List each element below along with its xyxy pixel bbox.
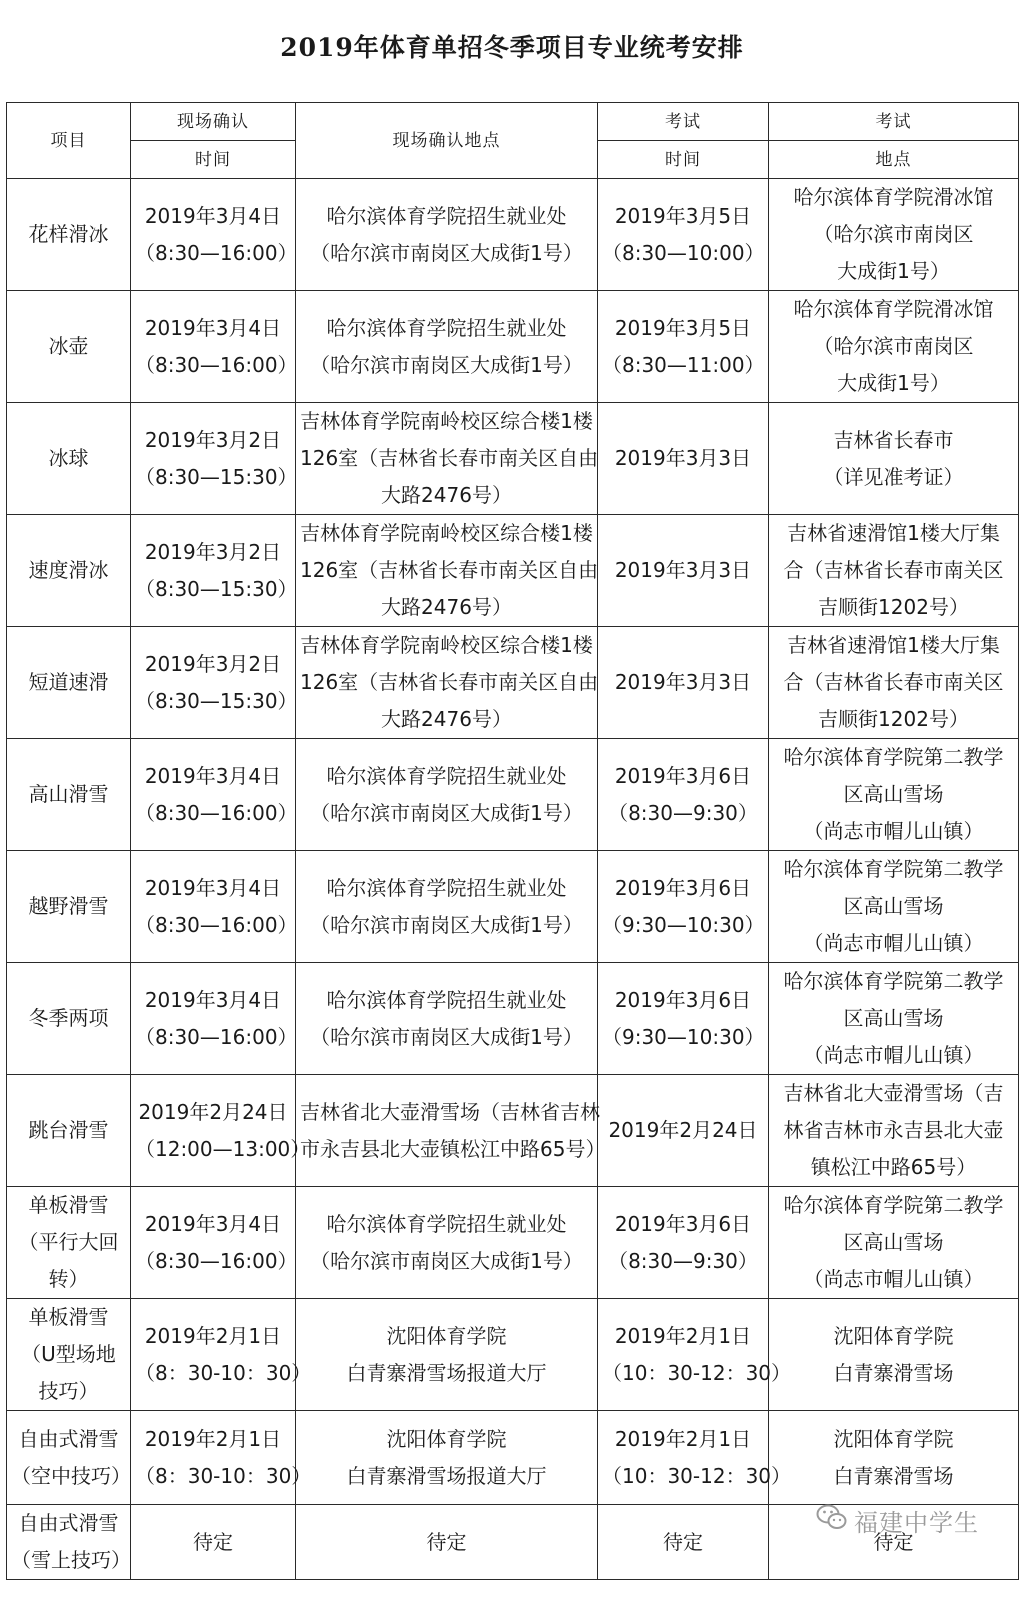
cell-line: 吉林体育学院南岭校区综合楼1楼 — [300, 633, 593, 657]
cell-line: 吉顺街1202号） — [818, 595, 969, 619]
cell-confirm-location — [296, 515, 598, 627]
cell-line: 大路2476号） — [381, 707, 512, 731]
cell-line: （尚志市帽儿山镇） — [803, 1043, 984, 1067]
cell-line: 吉林省速滑馆1楼大厅集 — [787, 521, 1000, 545]
cell-line: （9:30—10:30） — [602, 912, 765, 937]
cell-line: 沈阳体育学院 — [386, 1323, 507, 1348]
cell-line: 沈阳体育学院 — [386, 1426, 507, 1451]
cell-line: （尚志市帽儿山镇） — [803, 931, 984, 955]
cell-line: 区高山雪场 — [843, 782, 944, 806]
cell-line: 哈尔滨体育学院招生就业处 — [326, 203, 567, 228]
cell-exam-time — [598, 1075, 769, 1187]
cell-exam-location — [769, 179, 1019, 291]
cell-line: 2019年2月1日 — [144, 1426, 282, 1451]
cell-line: 大成街1号） — [837, 371, 950, 395]
cell-confirm-location — [296, 739, 598, 851]
cell-line: （哈尔滨市南岗区大成街1号） — [310, 1024, 583, 1049]
cell-confirm-time — [131, 739, 296, 851]
cell-line: 2019年2月24日 — [138, 1099, 288, 1124]
table-row — [7, 403, 1019, 515]
cell-confirm-location — [296, 851, 598, 963]
cell-exam-location — [769, 963, 1019, 1075]
header-exam-time: 时间 — [598, 141, 769, 179]
cell-line: 短道速滑 — [28, 670, 109, 694]
table-row — [7, 291, 1019, 403]
cell-line: 白青寨滑雪场报道大厅 — [346, 1360, 547, 1385]
cell-confirm-time — [131, 851, 296, 963]
cell-line: （尚志市帽儿山镇） — [803, 1267, 984, 1291]
cell-confirm-location — [296, 1299, 598, 1411]
cell-line: 冰壶 — [48, 334, 89, 358]
cell-line: 白青寨滑雪场报道大厅 — [346, 1463, 547, 1488]
cell-line: 2019年2月1日 — [614, 1323, 752, 1348]
cell-line: 待定 — [426, 1529, 467, 1554]
cell-exam-location — [769, 291, 1019, 403]
cell-exam-time — [598, 1299, 792, 1411]
table-row — [7, 515, 1019, 627]
cell-line: 区高山雪场 — [843, 1230, 944, 1254]
cell-line: 吉林体育学院南岭校区综合楼1楼 — [300, 409, 593, 433]
cell-confirm-time — [131, 515, 296, 627]
header-confirm-top: 现场确认 — [131, 103, 296, 141]
cell-line: 白青寨滑雪场 — [833, 1463, 954, 1488]
cell-line: 单板滑雪 — [28, 1305, 109, 1329]
cell-confirm-time — [131, 963, 296, 1075]
cell-line: （哈尔滨市南岗区大成街1号） — [310, 240, 583, 265]
cell-exam-time — [598, 1505, 769, 1580]
cell-line: 2019年2月1日 — [614, 1426, 752, 1451]
cell-exam-location — [769, 851, 1019, 963]
cell-line: 合（吉林省长春市南关区 — [783, 670, 1004, 694]
cell-line: 126室（吉林省长春市南关区自由 — [300, 446, 599, 470]
cell-item — [7, 1187, 131, 1299]
cell-line: 高山滑雪 — [28, 782, 109, 806]
cell-line: 单板滑雪 — [28, 1193, 109, 1217]
cell-line: （雪上技巧） — [11, 1548, 131, 1572]
cell-line: 2019年3月5日 — [614, 203, 752, 228]
cell-line: （8:30—15:30） — [135, 576, 298, 601]
cell-line: 自由式滑雪 — [18, 1511, 119, 1535]
cell-exam-time — [598, 403, 769, 515]
cell-line: 吉林省北大壶滑雪场（吉 — [783, 1081, 1004, 1105]
cell-item — [7, 291, 131, 403]
cell-line: 哈尔滨体育学院第二教学 — [783, 745, 1004, 769]
cell-line: 区高山雪场 — [843, 894, 944, 918]
cell-line: （哈尔滨市南岗区大成街1号） — [310, 1248, 583, 1273]
cell-exam-time — [598, 291, 769, 403]
cell-line: 吉林省北大壶滑雪场（吉林省吉林 — [300, 1099, 600, 1124]
cell-line: 冰球 — [48, 446, 89, 470]
cell-line: （8:30—16:00） — [135, 1248, 298, 1273]
cell-line: 吉顺街1202号） — [818, 707, 969, 731]
cell-line: 哈尔滨体育学院第二教学 — [783, 857, 1004, 881]
cell-line: （哈尔滨市南岗区大成街1号） — [310, 352, 583, 377]
cell-line: （哈尔滨市南岗区 — [813, 334, 974, 358]
cell-exam-time — [598, 851, 769, 963]
cell-item — [7, 1411, 131, 1505]
cell-line: 2019年3月4日 — [144, 875, 282, 900]
cell-confirm-time — [131, 1505, 296, 1580]
cell-exam-location — [769, 1411, 1019, 1505]
cell-line: （8:30—9:30） — [608, 800, 758, 825]
cell-line: 2019年3月6日 — [614, 1211, 752, 1236]
cell-line: （8:30—16:00） — [135, 352, 298, 377]
cell-line: 速度滑冰 — [28, 558, 109, 582]
cell-line: 哈尔滨体育学院滑冰馆 — [793, 297, 994, 321]
table-row — [7, 627, 1019, 739]
cell-exam-location — [769, 515, 1019, 627]
cell-line: 2019年2月24日 — [608, 1118, 758, 1142]
cell-line: （哈尔滨市南岗区大成街1号） — [310, 800, 583, 825]
watermark-text: 福建中学生 — [854, 1508, 979, 1537]
cell-exam-location — [769, 403, 1019, 515]
cell-line: （9:30—10:30） — [602, 1024, 765, 1049]
header-confirm-time: 时间 — [131, 141, 296, 179]
cell-confirm-time — [131, 1075, 311, 1187]
cell-line: 2019年3月6日 — [614, 763, 752, 788]
cell-line: （8:30—16:00） — [135, 240, 298, 265]
cell-line: 哈尔滨体育学院招生就业处 — [326, 875, 567, 900]
cell-confirm-location — [296, 1411, 598, 1505]
cell-confirm-location — [296, 291, 598, 403]
cell-line: 哈尔滨体育学院招生就业处 — [326, 1211, 567, 1236]
cell-exam-time — [598, 627, 769, 739]
cell-item — [7, 963, 131, 1075]
cell-confirm-location — [296, 1075, 606, 1187]
cell-line: （哈尔滨市南岗区大成街1号） — [310, 912, 583, 937]
cell-line: （8:30—15:30） — [135, 464, 298, 489]
cell-confirm-location — [296, 1187, 598, 1299]
cell-confirm-location — [296, 1505, 598, 1580]
cell-line: 白青寨滑雪场 — [833, 1360, 954, 1385]
header-item: 项目 — [7, 103, 131, 179]
cell-line: （尚志市帽儿山镇） — [803, 819, 984, 843]
cell-confirm-time — [131, 627, 296, 739]
cell-exam-location — [769, 1299, 1019, 1411]
page-title: 2019年体育单招冬季项目专业统考安排 — [280, 33, 744, 62]
cell-line: （8:30—11:00） — [602, 352, 765, 377]
cell-line: 2019年3月6日 — [614, 987, 752, 1012]
cell-line: 技巧） — [38, 1379, 99, 1403]
cell-item — [7, 515, 131, 627]
cell-line: 2019年2月1日 — [144, 1323, 282, 1348]
table-row — [7, 179, 1019, 291]
cell-line: （8:30—16:00） — [135, 912, 298, 937]
cell-line: 哈尔滨体育学院第二教学 — [783, 1193, 1004, 1217]
cell-line: 吉林省速滑馆1楼大厅集 — [787, 633, 1000, 657]
cell-line: 126室（吉林省长春市南关区自由 — [300, 558, 599, 582]
cell-line: 大成街1号） — [837, 259, 950, 283]
table-row — [7, 739, 1019, 851]
cell-confirm-time — [131, 1299, 312, 1411]
cell-line: （U型场地 — [21, 1342, 116, 1366]
cell-line: 待定 — [663, 1529, 703, 1554]
cell-confirm-location — [296, 403, 598, 515]
cell-line: （8：30-10：30） — [135, 1360, 312, 1385]
cell-line: 2019年3月2日 — [144, 427, 282, 452]
cell-exam-time — [598, 1411, 792, 1505]
cell-exam-time — [598, 739, 769, 851]
cell-line: （10：30-12：30） — [602, 1360, 792, 1385]
cell-line: （12:00—13:00） — [135, 1136, 311, 1161]
cell-line: 跳台滑雪 — [28, 1118, 109, 1142]
cell-line: 126室（吉林省长春市南关区自由 — [300, 670, 599, 694]
cell-line: 2019年3月3日 — [614, 446, 752, 470]
cell-line: 哈尔滨体育学院招生就业处 — [326, 315, 567, 340]
cell-line: 哈尔滨体育学院招生就业处 — [326, 763, 567, 788]
cell-line: 转） — [48, 1267, 89, 1291]
cell-line: 自由式滑雪 — [18, 1426, 119, 1451]
table-row — [7, 1187, 1019, 1299]
header-exam-location-top: 考试 — [769, 103, 1019, 141]
cell-line: 2019年3月4日 — [144, 1211, 282, 1236]
cell-line: （平行大回 — [18, 1230, 119, 1254]
cell-item — [7, 739, 131, 851]
cell-exam-time — [598, 963, 769, 1075]
cell-line: 合（吉林省长春市南关区 — [783, 558, 1004, 582]
cell-line: 2019年3月2日 — [144, 651, 282, 676]
cell-line: 吉林省长春市 — [833, 427, 954, 452]
watermark — [816, 1505, 979, 1535]
schedule-table — [6, 102, 1019, 1580]
cell-line: 哈尔滨体育学院滑冰馆 — [793, 185, 994, 209]
cell-exam-location — [769, 1075, 1019, 1187]
header-confirm-location: 现场确认地点 — [296, 103, 598, 179]
cell-line: 2019年3月4日 — [144, 763, 282, 788]
cell-line: （10：30-12：30） — [602, 1463, 792, 1488]
cell-line: （详见准考证） — [823, 464, 964, 489]
cell-confirm-time — [131, 403, 296, 515]
cell-line: 吉林体育学院南岭校区综合楼1楼 — [300, 521, 593, 545]
cell-confirm-location — [296, 627, 598, 739]
cell-line: 2019年3月4日 — [144, 315, 282, 340]
header-exam-top: 考试 — [598, 103, 769, 141]
cell-exam-location — [769, 627, 1019, 739]
cell-line: （8:30—15:30） — [135, 688, 298, 713]
cell-line: 2019年3月6日 — [614, 875, 752, 900]
cell-line: 2019年3月4日 — [144, 987, 282, 1012]
cell-line: 大路2476号） — [381, 483, 512, 507]
cell-line: 镇松江中路65号） — [810, 1155, 977, 1179]
cell-item — [7, 179, 131, 291]
cell-line: （8:30—16:00） — [135, 1024, 298, 1049]
cell-confirm-time — [131, 291, 296, 403]
cell-item — [7, 1505, 131, 1580]
cell-item — [7, 1299, 131, 1411]
cell-line: 沈阳体育学院 — [833, 1426, 954, 1451]
cell-line: 2019年3月3日 — [614, 558, 752, 582]
cell-line: 2019年3月4日 — [144, 203, 282, 228]
cell-exam-time — [598, 515, 769, 627]
cell-line: 林省吉林市永吉县北大壶 — [783, 1118, 1004, 1142]
table-row — [7, 1299, 1019, 1411]
cell-line: 花样滑冰 — [28, 222, 109, 246]
cell-line: 哈尔滨体育学院第二教学 — [783, 969, 1004, 993]
cell-line: 大路2476号） — [381, 595, 512, 619]
cell-line: 冬季两项 — [28, 1006, 109, 1030]
table-row — [7, 963, 1019, 1075]
cell-item — [7, 1075, 131, 1187]
cell-confirm-location — [296, 179, 598, 291]
cell-confirm-time — [131, 179, 296, 291]
table-row — [7, 1075, 1019, 1187]
cell-line: （哈尔滨市南岗区 — [813, 222, 974, 246]
cell-line: 哈尔滨体育学院招生就业处 — [326, 987, 567, 1012]
cell-line: （空中技巧） — [11, 1463, 131, 1488]
table-row — [7, 1411, 1019, 1505]
cell-confirm-location — [296, 963, 598, 1075]
cell-confirm-time — [131, 1187, 296, 1299]
cell-confirm-time — [131, 1411, 312, 1505]
cell-line: 2019年3月5日 — [614, 315, 752, 340]
header-row-top — [7, 103, 1019, 141]
cell-exam-time — [598, 1187, 769, 1299]
cell-exam-time — [598, 179, 769, 291]
cell-line: （8:30—10:00） — [602, 240, 765, 265]
cell-line: （8:30—9:30） — [608, 1248, 758, 1273]
cell-line: 市永吉县北大壶镇松江中路65号） — [300, 1136, 606, 1161]
table-row — [7, 851, 1019, 963]
cell-item — [7, 403, 131, 515]
cell-item — [7, 851, 131, 963]
cell-item — [7, 627, 131, 739]
header-exam-location: 地点 — [769, 141, 1019, 179]
cell-line: 待定 — [193, 1529, 233, 1554]
cell-exam-location — [769, 1187, 1019, 1299]
cell-line: 沈阳体育学院 — [833, 1323, 954, 1348]
cell-line: （8:30—16:00） — [135, 800, 298, 825]
cell-line: 2019年3月3日 — [614, 670, 752, 694]
wechat-icon — [816, 1503, 848, 1537]
cell-line: 2019年3月2日 — [144, 539, 282, 564]
cell-line: （8：30-10：30） — [135, 1463, 312, 1488]
cell-line: 越野滑雪 — [28, 894, 109, 918]
cell-line: 待定 — [873, 1529, 914, 1554]
cell-line: 区高山雪场 — [843, 1006, 944, 1030]
cell-exam-location — [769, 739, 1019, 851]
